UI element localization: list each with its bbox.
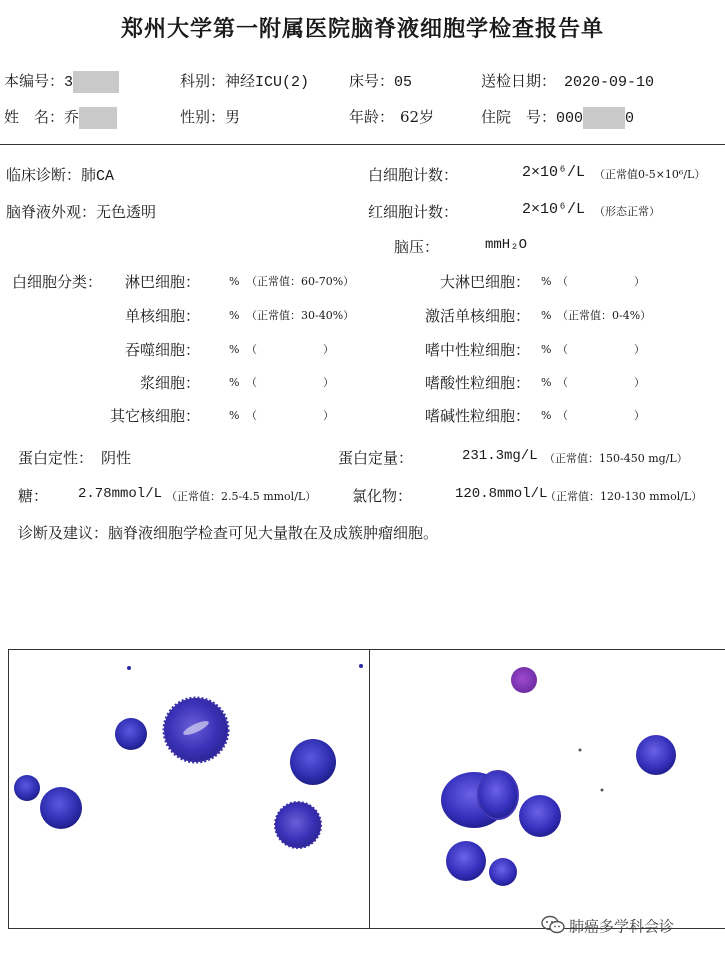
protein-quant-label: 蛋白定量： [338,449,414,467]
inpatient-no [481,106,634,129]
micrograph-right-svg [370,650,725,928]
rbc-count-value: 2×10⁶/L [522,201,586,218]
appearance-label: 脑脊液外观： [6,203,97,221]
glucose-label: 糖： [18,487,49,505]
debris-dot [601,789,604,792]
classification-left-note: （ ） [246,343,334,356]
sex-label: 性别： [180,108,226,126]
classification-right-name: 嗜碱性粒细胞： [424,407,530,425]
wbc-count-value: 2×10⁶/L [522,164,586,181]
debris-dot [359,664,363,668]
bed-label: 床号： [349,72,395,90]
classification-right-note: （ ） [557,376,645,389]
patient-sex [180,106,240,127]
clinical-diagnosis [6,164,114,185]
tumor-cell [636,735,676,775]
protein-quant-value: 231.3mg/L [462,448,538,464]
protein-quant-note: （正常值：150-450 mg/L） [544,452,688,465]
chloride-note: （正常值：120-130 mmol/L） [545,490,703,503]
classification-left-name: 其它核细胞： [109,407,200,425]
bed-value: 05 [394,74,413,91]
classification-left-name: 单核细胞： [124,307,200,325]
glucose-note: （正常值：2.5-4.5 mmol/L） [166,490,317,503]
violet-cell [511,667,537,693]
classification-right-note: （正常值：0-4%） [557,309,652,322]
tumor-cell [14,775,40,801]
specimen-no-value: 3 [64,74,74,91]
tumor-cell [290,739,336,785]
department-label: 科别： [180,72,226,90]
suggestion-label: 诊断及建议： [18,524,109,542]
classification-right-name: 嗜酸性粒细胞： [424,374,530,392]
classification-right-percent: % [541,309,552,322]
inpatient-value-suffix: 0 [625,110,635,127]
classification-left-note: （正常值：30-40%） [246,309,355,322]
rbc-count-note: （形态正常） [594,205,660,218]
classification-right-percent: % [541,275,552,288]
department [180,70,309,91]
tumor-cell [275,802,321,848]
classification-left-percent: % [229,343,240,356]
csf-appearance [6,201,156,222]
inpatient-label: 住院 号： [481,108,557,126]
classification-left-name: 淋巴细胞： [124,273,200,291]
appearance-value: 无色透明 [96,203,157,221]
classification-left-percent: % [229,376,240,389]
date-value: 2020-09-10 [564,74,655,91]
classification-left-percent: % [229,275,240,288]
csf-pressure-label: 脑压： [394,238,440,256]
tumor-cell [40,787,82,829]
watermark [541,915,674,939]
specimen-no-label: 本编号： [4,72,65,90]
micrograph-left [8,649,371,929]
diagnosis-suggestion [18,522,438,543]
redaction-box [79,107,117,129]
glucose-value: 2.78mmol/L [78,486,163,502]
diagnosis-label: 临床诊断： [6,166,82,184]
micrograph-left-svg [9,650,370,928]
age-label: 年龄： [349,108,395,126]
classification-left-name: 浆细胞： [139,374,200,392]
debris-dot [579,749,582,752]
chloride-value: 120.8mmol/L [455,486,548,502]
classification-left-note: （ ） [246,376,334,389]
classification-left-percent: % [229,409,240,422]
classification-right-note: （ ） [557,343,645,356]
redaction-box [73,71,119,93]
specimen-no [4,70,119,93]
redaction-box [583,107,625,129]
date-label: 送检日期： [481,72,557,90]
tumor-cell [478,771,518,819]
wbc-classification-label: 白细胞分类： [12,273,103,291]
header-divider [0,144,725,145]
csf-pressure-unit: mmH₂O [485,237,528,253]
bed-no [349,70,412,91]
classification-right-note: （ ） [557,275,645,288]
chloride-label: 氯化物： [352,487,413,505]
tumor-cell [446,841,486,881]
watermark-text: 肺癌多学科会诊 [569,917,675,936]
submit-date [481,70,654,91]
tumor-cell-cluster [441,667,676,886]
department-value: 神经ICU(2) [225,74,310,91]
classification-right-percent: % [541,409,552,422]
classification-left-percent: % [229,309,240,322]
wechat-icon [541,915,565,939]
debris-dot [127,666,131,670]
suggestion-text: 脑脊液细胞学检查可见大量散在及成簇肿瘤细胞。 [108,524,439,542]
patient-name [4,106,117,129]
rbc-count-label: 红细胞计数： [368,203,459,221]
patient-age [349,106,434,127]
name-label: 姓 名： [4,108,65,126]
inpatient-value-prefix: 000 [556,110,584,127]
classification-left-note: （ ） [246,409,334,422]
tumor-cell [519,795,561,837]
micrograph-right [369,649,725,929]
classification-right-note: （ ） [557,409,645,422]
protein-qual-value: 阴性 [101,449,132,467]
classification-left-name: 吞噬细胞： [124,341,200,359]
protein-qual-label: 蛋白定性： [18,449,94,467]
protein-qualitative [18,447,131,468]
tumor-cell [115,718,147,750]
wbc-count-note: （正常值0-5×10⁶/L） [594,168,706,181]
classification-right-name: 大淋巴细胞： [439,273,530,291]
wbc-count-label: 白细胞计数： [368,166,459,184]
age-value: 62岁 [400,108,435,126]
classification-left-note: （正常值：60-70%） [246,275,355,288]
tumor-cell-cluster [14,664,363,848]
classification-right-percent: % [541,376,552,389]
classification-right-percent: % [541,343,552,356]
sex-value: 男 [225,108,241,126]
diagnosis-value: 肺CA [81,168,115,185]
report-title: 郑州大学第一附属医院脑脊液细胞学检查报告单 [120,17,604,42]
classification-right-name: 嗜中性粒细胞： [424,341,530,359]
tumor-cell [489,858,517,886]
classification-right-name: 激活单核细胞： [424,307,530,325]
name-value: 乔 [64,108,80,126]
